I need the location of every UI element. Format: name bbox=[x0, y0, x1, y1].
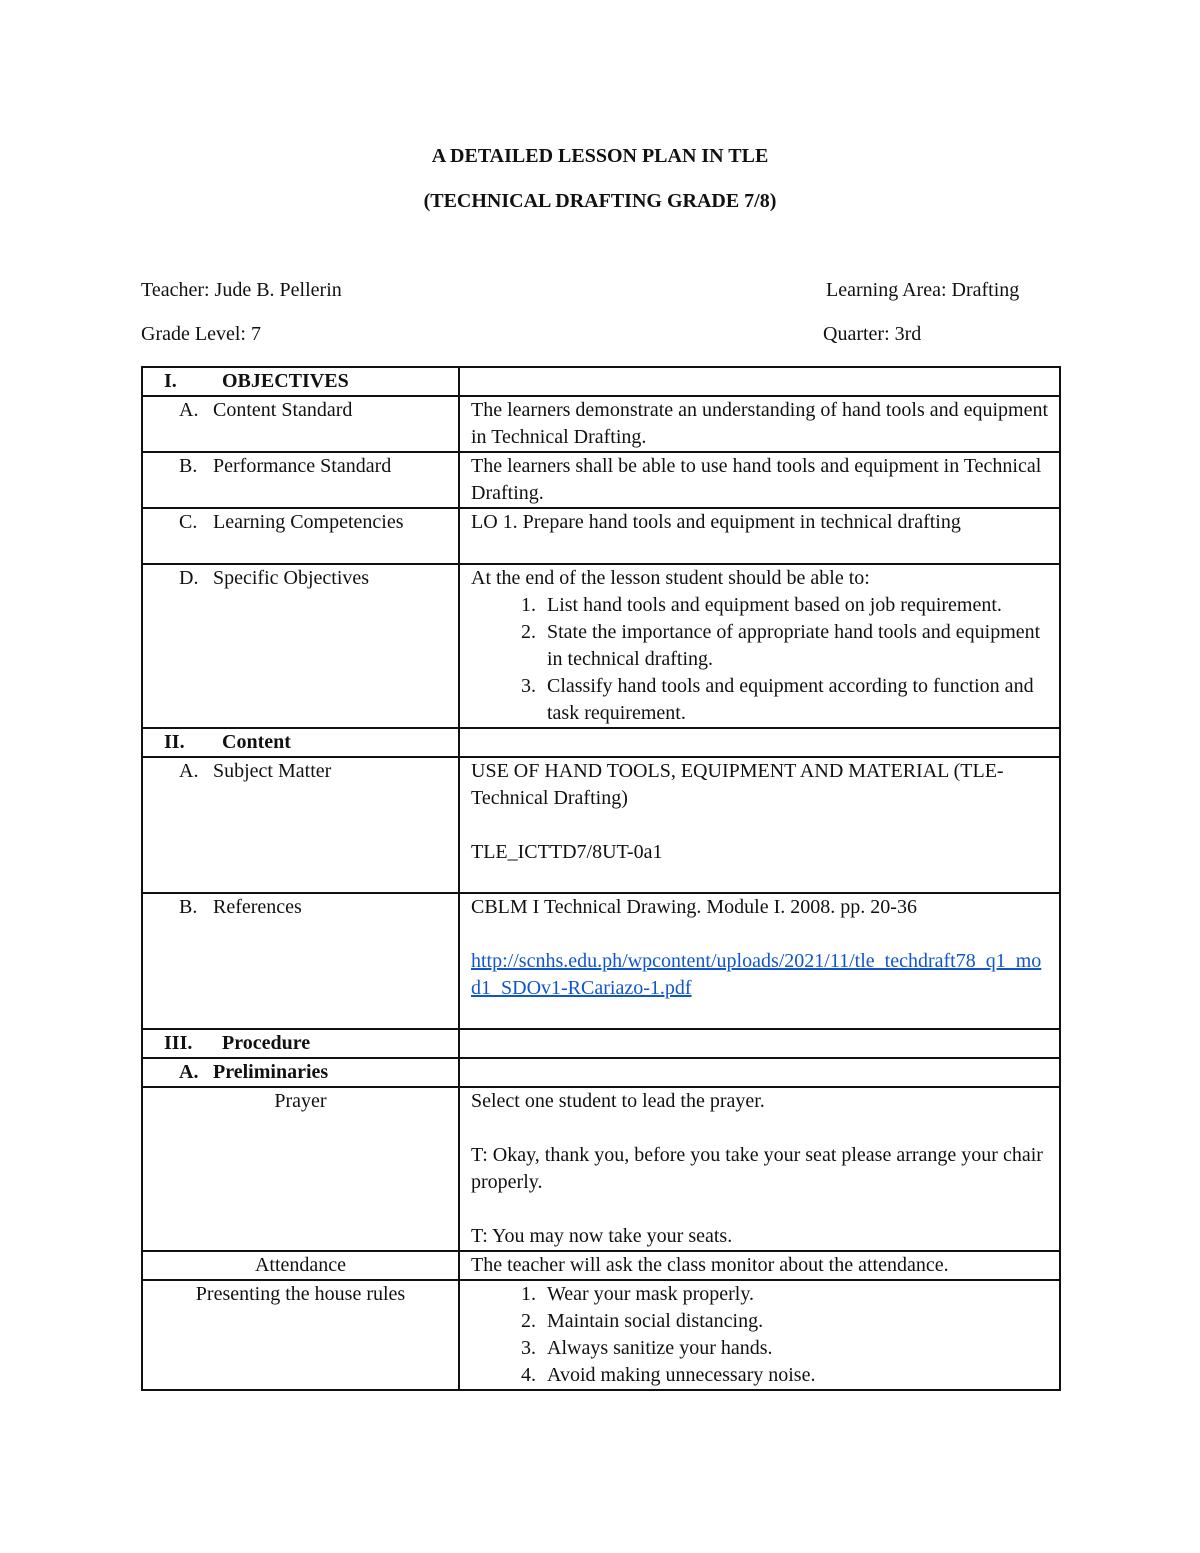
table-row bbox=[142, 757, 1060, 893]
table-row bbox=[142, 1280, 1060, 1390]
specific-objectives-label bbox=[142, 564, 459, 728]
specific-objectives-cell bbox=[459, 564, 1060, 728]
item-letter: B. bbox=[179, 896, 198, 918]
teacher-name: Teacher: Jude B. Pellerin bbox=[141, 279, 342, 301]
specific-objectives-list bbox=[471, 592, 1051, 727]
grade-level: Grade Level: 7 bbox=[141, 323, 261, 345]
content-standard-text: The learners demonstrate an understanding of hand tools and equipment in Technical Drafting. bbox=[459, 396, 1060, 452]
document-title: A DETAILED LESSON PLAN IN TLE bbox=[431, 145, 769, 167]
prayer-instruction: Select one student to lead the prayer. bbox=[471, 1090, 765, 1112]
item-label: Content Standard bbox=[213, 399, 353, 421]
house-rules-cell bbox=[459, 1280, 1060, 1390]
empty-cell bbox=[459, 1058, 1060, 1087]
list-item: 3. Classify hand tools and equipment according to function and task requirement. bbox=[541, 673, 1051, 727]
section-number: III. bbox=[164, 1032, 193, 1054]
section-title: Content bbox=[222, 731, 291, 753]
table-row bbox=[142, 564, 1060, 728]
prayer-teacher-line: T: Okay, thank you, before you take your seat please arrange your chair properly. bbox=[471, 1144, 1043, 1193]
table-row bbox=[142, 893, 1060, 1029]
table-row bbox=[142, 452, 1060, 508]
item-label: References bbox=[213, 896, 302, 918]
reference-citation: CBLM I Technical Drawing. Module I. 2008. pp. 20-36 bbox=[471, 896, 917, 918]
performance-standard-text: The learners shall be able to use hand tools and equipment in Technical Drafting. bbox=[459, 452, 1060, 508]
empty-cell bbox=[459, 728, 1060, 757]
learning-competencies-text: LO 1. Prepare hand tools and equipment in technical drafting bbox=[459, 508, 1060, 564]
table-row bbox=[142, 367, 1060, 396]
attendance-text: The teacher will ask the class monitor about the attendance. bbox=[459, 1251, 1060, 1280]
subject-matter-cell bbox=[459, 757, 1060, 893]
empty-cell bbox=[459, 1029, 1060, 1058]
item-letter: D. bbox=[179, 567, 199, 589]
house-rules-list bbox=[471, 1281, 1051, 1389]
item-label: Performance Standard bbox=[213, 455, 392, 477]
list-item: 2. State the importance of appropriate hand tools and equipment in technical drafting. bbox=[541, 619, 1051, 673]
reference-link[interactable]: http://scnhs.edu.ph/wpcontent/uploads/2021/11/tle_techdraft78_q1_mod1_SDOv1-RCariazo-1.pdf bbox=[471, 950, 1042, 999]
table-row bbox=[142, 396, 1060, 452]
list-item: 3. Always sanitize your hands. bbox=[541, 1335, 1051, 1362]
document-subtitle: (TECHNICAL DRAFTING GRADE 7/8) bbox=[423, 190, 777, 212]
item-letter: B. bbox=[179, 455, 198, 477]
house-rules-label: Presenting the house rules bbox=[142, 1280, 459, 1390]
item-label: Preliminaries bbox=[213, 1061, 329, 1083]
subject-matter-label bbox=[142, 757, 459, 893]
list-item: 2. Maintain social distancing. bbox=[541, 1308, 1051, 1335]
item-label: Learning Competencies bbox=[213, 511, 404, 533]
item-letter: A. bbox=[179, 399, 199, 421]
table-row bbox=[142, 728, 1060, 757]
section-heading-content bbox=[142, 728, 459, 757]
prayer-teacher-line: T: You may now take your seats. bbox=[471, 1225, 733, 1247]
item-letter: C. bbox=[179, 511, 198, 533]
item-letter: A. bbox=[179, 760, 199, 782]
section-number: I. bbox=[164, 370, 177, 392]
list-item: 1. Wear your mask properly. bbox=[541, 1281, 1051, 1308]
section-title: OBJECTIVES bbox=[222, 370, 349, 392]
section-title: Procedure bbox=[222, 1032, 311, 1054]
references-cell bbox=[459, 893, 1060, 1029]
quarter: Quarter: 3rd bbox=[823, 323, 922, 345]
item-label: Specific Objectives bbox=[213, 567, 370, 589]
table-row bbox=[142, 508, 1060, 564]
empty-cell bbox=[459, 367, 1060, 396]
table-row bbox=[142, 1058, 1060, 1087]
learning-competencies-label bbox=[142, 508, 459, 564]
section-heading-procedure bbox=[142, 1029, 459, 1058]
table-row bbox=[142, 1029, 1060, 1058]
item-letter: A. bbox=[179, 1061, 199, 1083]
section-heading-objectives bbox=[142, 367, 459, 396]
attendance-label: Attendance bbox=[142, 1251, 459, 1280]
table-row bbox=[142, 1251, 1060, 1280]
subject-matter-title: USE OF HAND TOOLS, EQUIPMENT AND MATERIAL (TLE-Technical Drafting) bbox=[471, 760, 1004, 809]
item-label: Subject Matter bbox=[213, 760, 332, 782]
learning-area: Learning Area: Drafting bbox=[826, 279, 1020, 301]
subject-matter-code: TLE_ICTTD7/8UT-0a1 bbox=[471, 841, 663, 863]
lesson-plan-table bbox=[141, 366, 1061, 1391]
references-label bbox=[142, 893, 459, 1029]
prayer-cell bbox=[459, 1087, 1060, 1251]
section-number: II. bbox=[164, 731, 185, 753]
performance-standard-label bbox=[142, 452, 459, 508]
preliminaries-label bbox=[142, 1058, 459, 1087]
content-standard-label bbox=[142, 396, 459, 452]
list-item: 1. List hand tools and equipment based on job requirement. bbox=[541, 592, 1051, 619]
specific-objectives-intro: At the end of the lesson student should be able to: bbox=[471, 567, 870, 589]
table-row bbox=[142, 1087, 1060, 1251]
list-item: 4. Avoid making unnecessary noise. bbox=[541, 1362, 1051, 1389]
prayer-label: Prayer bbox=[142, 1087, 459, 1251]
